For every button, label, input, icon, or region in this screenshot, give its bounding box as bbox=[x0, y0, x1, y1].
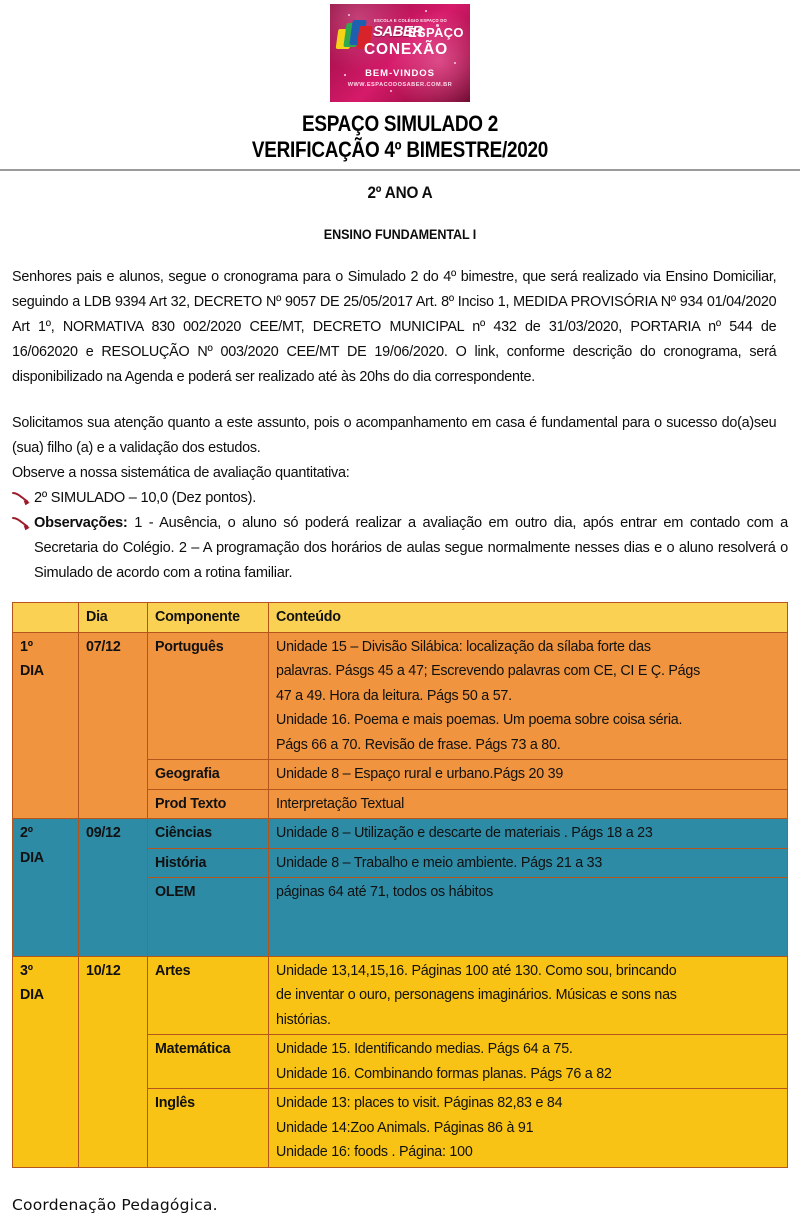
table-header-row bbox=[13, 603, 788, 633]
table-row bbox=[13, 632, 788, 760]
content-line: Unidade 14:Zoo Animals. Páginas 86 à 91 bbox=[276, 1119, 534, 1136]
content-cell bbox=[269, 760, 788, 790]
column-header-conteudo: Conteúdo bbox=[269, 603, 788, 633]
observations-text: 1 - Ausência, o aluno só poderá realizar a avaliação em outro dia, após entrar em contado com a Secretaria do Colégio. 2 – A programação dos horários de aulas segue normalmente nesses dias e o aluno resolverá o Simulado de acordo com a rotina familiar. bbox=[34, 515, 788, 581]
sparkle-icon bbox=[390, 90, 392, 92]
content-line: de inventar o ouro, personagens imaginários. Músicas e sons nas bbox=[276, 987, 677, 1003]
component-cell: Português bbox=[148, 632, 269, 760]
content-cell bbox=[269, 956, 788, 1035]
column-header-dia: Dia bbox=[79, 603, 148, 633]
content-line: Unidade 13: places to visit. Páginas 82,83 e 84 bbox=[276, 1095, 563, 1111]
logo-brand-conexao: CONEXÃO bbox=[364, 41, 448, 58]
curved-arrow-icon bbox=[12, 489, 32, 511]
content-line bbox=[276, 905, 780, 930]
content-line: Unidade 15. Identificando medias. Págs 64 a 75. bbox=[276, 1041, 573, 1057]
title-divider bbox=[0, 169, 800, 171]
schedule-table bbox=[12, 602, 788, 1168]
content-cell bbox=[269, 1035, 788, 1089]
content-line: 47 a 49. Hora da leitura. Págs 50 a 57. bbox=[276, 687, 512, 704]
curved-arrow-icon bbox=[12, 514, 32, 536]
day-number-cell bbox=[13, 956, 79, 1167]
content-line: Unidade 8 – Espaço rural e urbano.Págs 20 39 bbox=[276, 766, 564, 782]
component-cell: OLEM bbox=[148, 878, 269, 957]
content-line: Unidade 16. Combinando formas planas. Págs 76 a 82 bbox=[276, 1065, 612, 1082]
attention-paragraph: Solicitamos sua atenção quanto a este assunto, pois o acompanhamento em casa é fundamental para o sucesso do(a)seu (sua) filho (a) e a validação dos estudos. bbox=[12, 415, 777, 456]
content-line: Interpretação Textual bbox=[276, 795, 405, 812]
logo-brand-espaco: ESPAÇO bbox=[408, 25, 464, 40]
component-cell: Prod Texto bbox=[148, 789, 269, 819]
content-line: Unidade 16. Poema e mais poemas. Um poema sobre coisa séria. bbox=[276, 712, 683, 728]
content-line: histórias. bbox=[276, 1011, 331, 1028]
content-line: Págs 66 a 70. Revisão de frase. Págs 73 a 80. bbox=[276, 736, 561, 753]
content-line: Unidade 8 – Trabalho e meio ambiente. Págs 21 a 33 bbox=[276, 854, 603, 871]
table-row bbox=[13, 819, 788, 849]
table-header bbox=[13, 603, 788, 633]
logo-welcome-text: BEM-VINDOS bbox=[365, 68, 435, 79]
sparkle-icon bbox=[425, 10, 427, 12]
content-cell bbox=[269, 819, 788, 849]
school-logo bbox=[330, 4, 470, 102]
bullet-item-simulado bbox=[12, 486, 788, 511]
intro-paragraph: Senhores pais e alunos, segue o cronograma para o Simulado 2 do 4º bimestre, que será realizado via Ensino Domiciliar, seguindo a LDB 9394 Art 32, DECRETO Nº 9057 DE 25/05/2017 Art. 8º Inciso 1, MEDIDA PROVISÓRIA Nº 934 01/04/2020 Art 1º, NORMATIVA 830 002/2020 CEE/MT, DECRETO MUNICIPAL nº 432 de 31/03/2020, PORTARIA nº 544 de 16/062020 e RESOLUÇÃO Nº 003/2020 CEE/MT DE 19/06/2020. O link, conforme descrição do cronograma, será disponibilizado na Agenda e poderá ser realizado até às 20hs do dia correspondente. bbox=[12, 269, 777, 385]
class-label: 2º ANO A bbox=[367, 183, 433, 202]
component-cell: Artes bbox=[148, 956, 269, 1035]
day-number-cell bbox=[13, 632, 79, 819]
component-cell: Matemática bbox=[148, 1035, 269, 1089]
content-cell bbox=[269, 878, 788, 957]
sparkle-icon bbox=[348, 14, 350, 16]
content-line bbox=[276, 929, 780, 954]
logo-banner bbox=[0, 0, 800, 102]
component-cell: Geografia bbox=[148, 760, 269, 790]
content-cell bbox=[269, 632, 788, 760]
day-number-cell bbox=[13, 819, 79, 957]
systematics-paragraph: Observe a nossa sistemática de avaliação quantitativa: bbox=[12, 465, 350, 481]
logo-brand-small: ESCOLA E COLÉGIO ESPAÇO DO bbox=[374, 18, 447, 23]
logo-website-url: WWW.ESPACODOSABER.COM.BR bbox=[347, 82, 453, 88]
day-label-line1: 1º bbox=[20, 638, 33, 655]
day-date-cell: 10/12 bbox=[79, 956, 148, 1167]
content-line: Unidade 16: foods . Página: 100 bbox=[276, 1144, 473, 1160]
table-body bbox=[13, 632, 788, 1167]
page-title-line2: VERIFICAÇÃO 4º BIMESTRE/2020 bbox=[251, 137, 549, 162]
content-cell bbox=[269, 848, 788, 878]
day-label-line1: 3º bbox=[20, 962, 33, 979]
footer-signature: Coordenação Pedagógica. bbox=[12, 1195, 218, 1214]
schedule-table-wrapper bbox=[0, 602, 800, 1168]
observations-label: Observações: bbox=[34, 515, 128, 531]
content-line: Unidade 8 – Utilização e descarte de materiais . Págs 18 a 23 bbox=[276, 825, 653, 841]
education-level-label: ENSINO FUNDAMENTAL I bbox=[323, 226, 477, 242]
day-label-line1: 2º bbox=[20, 825, 33, 841]
column-header-componente: Componente bbox=[148, 603, 269, 633]
component-cell: Ciências bbox=[148, 819, 269, 849]
day-label-line2: DIA bbox=[20, 987, 44, 1003]
day-label-line2: DIA bbox=[20, 849, 44, 866]
bullet-text-simulado: 2º SIMULADO – 10,0 (Dez pontos). bbox=[34, 490, 257, 506]
day-label-line2: DIA bbox=[20, 663, 44, 679]
content-line: páginas 64 até 71, todos os hábitos bbox=[276, 884, 493, 900]
content-line: palavras. Pásgs 45 a 47; Escrevendo palavras com CE, CI E Ç. Págs bbox=[276, 663, 700, 679]
body-content bbox=[0, 265, 800, 586]
column-header-blank bbox=[13, 603, 79, 633]
content-line: Unidade 13,14,15,16. Páginas 100 até 130. Como sou, brincando bbox=[276, 962, 677, 979]
content-line: Unidade 15 – Divisão Silábica: localização da sílaba forte das bbox=[276, 638, 651, 655]
document-title-block bbox=[0, 111, 800, 163]
day-date-cell: 07/12 bbox=[79, 632, 148, 819]
component-cell: Inglês bbox=[148, 1089, 269, 1168]
component-cell: História bbox=[148, 848, 269, 878]
page-title-line1: ESPAÇO SIMULADO 2 bbox=[301, 111, 499, 136]
sparkle-icon bbox=[454, 62, 456, 64]
content-cell bbox=[269, 789, 788, 819]
logo-brand-saber: SABER bbox=[373, 23, 423, 40]
content-cell bbox=[269, 1089, 788, 1168]
bullet-item-observacoes bbox=[12, 511, 788, 586]
day-date-cell: 09/12 bbox=[79, 819, 148, 957]
table-row bbox=[13, 956, 788, 1035]
